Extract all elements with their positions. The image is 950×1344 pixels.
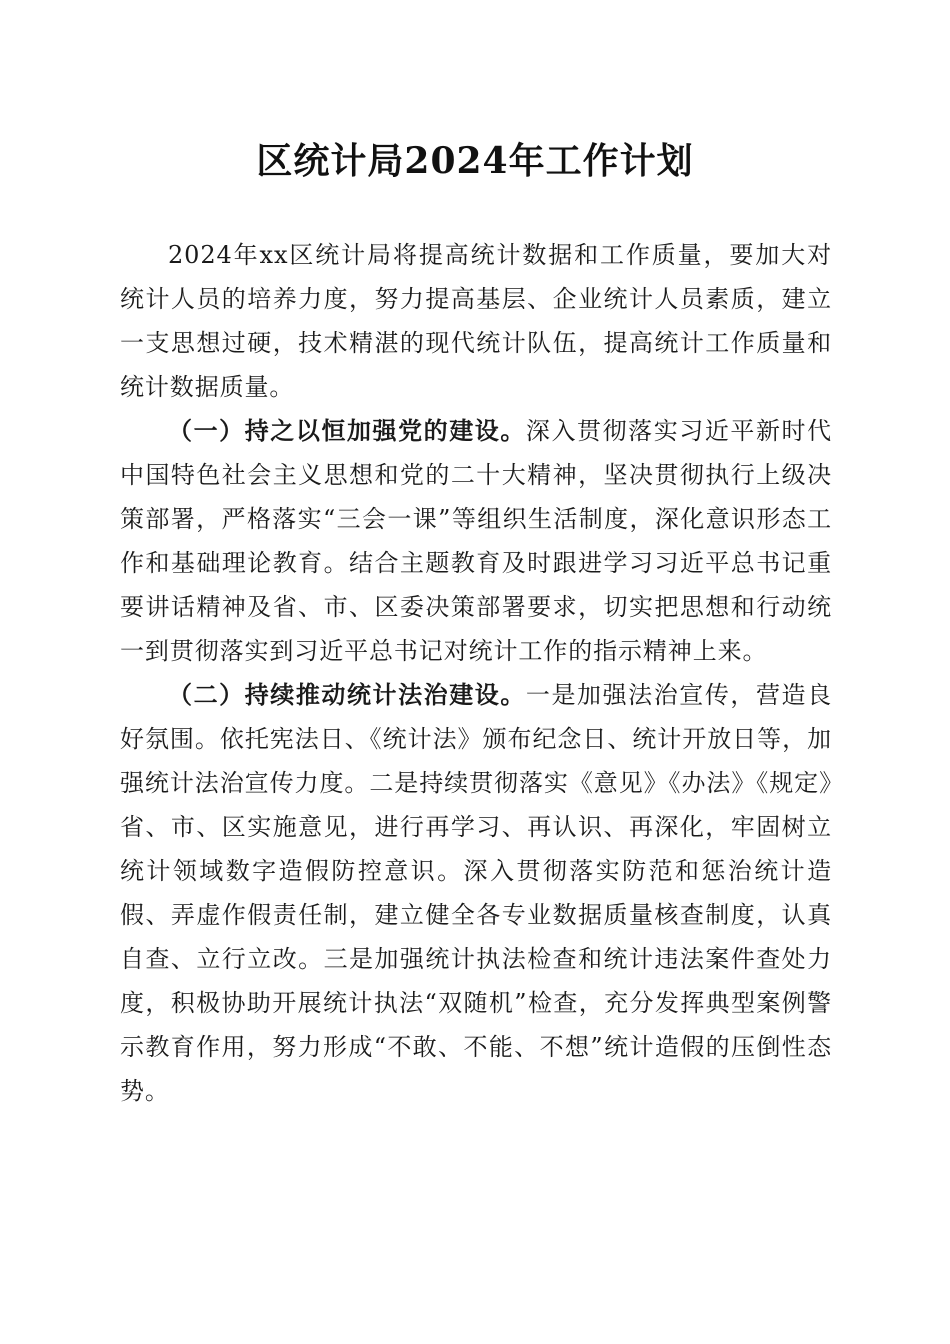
document-title: 区统计局2024年工作计划 (256, 140, 694, 182)
intro-paragraph: 2024年xx区统计局将提高统计数据和工作质量，要加大对统计人员的培养力度，努力提高基层、企业统计人员素质，建立一支思想过硬，技术精湛的现代统计队伍，提高统计工作质量和统计数据质量。 (120, 241, 832, 401)
section-paragraph-1 (120, 409, 832, 673)
section-heading-2: （二）持续推动统计法治建设。 (168, 680, 526, 709)
section-paragraph-2 (120, 673, 832, 1113)
section-body-1: 深入贯彻落实习近平新时代中国特色社会主义思想和党的二十大精神，坚决贯彻执行上级决策部署，严格落实“三会一课”等组织生活制度，深化意识形态工作和基础理论教育。结合主题教育及时跟进学习习近平总书记重要讲话精神及省、市、区委决策部署要求，切实把思想和行动统一到贯彻落实到习近平总书记对统计工作的指示精神上来。 (120, 417, 832, 665)
document-body (120, 233, 832, 1113)
section-heading-1: （一）持之以恒加强党的建设。 (168, 416, 526, 445)
section-body-2: 一是加强法治宣传，营造良好氛围。依托宪法日、《统计法》颁布纪念日、统计开放日等，加强统计法治宣传力度。二是持续贯彻落实《意见》《办法》《规定》省、市、区实施意见，进行再学习、再认识、再深化，牢固树立统计领域数字造假防控意识。深入贯彻落实防范和惩治统计造假、弄虚作假责任制，建立健全各专业数据质量核查制度，认真自查、立行立改。三是加强统计执法检查和统计违法案件查处力度，积极协助开展统计执法“双随机”检查，充分发挥典型案例警示教育作用，努力形成“不敢、不能、不想”统计造假的压倒性态势。 (120, 681, 832, 1105)
